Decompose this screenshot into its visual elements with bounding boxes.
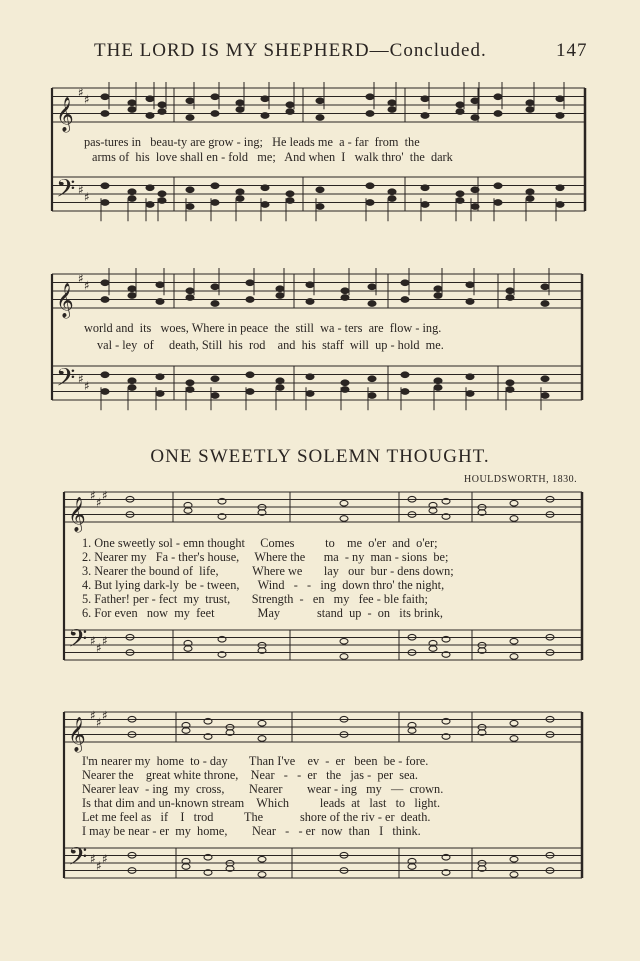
hymn1-system2-bass-note [101, 389, 109, 395]
hymn1-system2-treble-note [101, 280, 109, 286]
hymn1-system1-treble-note [261, 113, 269, 119]
hymn1-system2-bass-note [541, 393, 549, 399]
hymn1-system1-treble-note [556, 113, 564, 119]
hymn2-system2-treble-note [510, 736, 518, 742]
hymn2-system2-key-signature: ♯ [102, 708, 108, 723]
hymn1-system2-bass-note [368, 393, 376, 399]
hymn2-system1-treble-note [340, 500, 348, 506]
hymn1-system1-treble-note [388, 100, 396, 106]
hymn1-system1-treble-note [471, 115, 479, 121]
verse-line-5: Let me feel as if I trod The shore of the riv - er death. [82, 809, 431, 824]
hymn1-system2-treble-note [156, 299, 164, 305]
hymn1-system1-bass-note [158, 198, 166, 204]
hymn1-system1-bass-note [146, 202, 154, 208]
hymn1-system2-treble-clef: 𝄞 [56, 283, 74, 318]
hymn1-system1-key-signature: ♯ [84, 190, 90, 204]
hymn1-system2-treble-note [434, 286, 442, 292]
hymn1-system2-treble-note [368, 301, 376, 307]
hymn1-system2-treble-note [246, 297, 254, 303]
hymn1-system2-treble-note [306, 299, 314, 305]
verse-line-2: Nearer the great white throne, Near - - er the jas - per sea. [82, 767, 418, 782]
hymn1-system2-bass-note [276, 385, 284, 391]
hymn1-system1-bass-note [236, 196, 244, 202]
hymn1-system1-bass-note [471, 204, 479, 210]
hymn1-system1-bass-note [494, 200, 502, 206]
hymn1-system2-bass-note [186, 380, 194, 386]
hymn1-system1-bass-note [316, 187, 324, 193]
hymn1-system1-treble-note [526, 100, 534, 106]
hymn1-system1-treble-note [101, 94, 109, 100]
verse-line-3: 3. Nearer the bound of life, Where we lay our bur - dens down; [82, 563, 454, 578]
hymn1-system1-key-signature: ♯ [78, 183, 84, 197]
hymn1-system2-bass-note [128, 378, 136, 384]
hymn1-system1-treble-note [286, 109, 294, 115]
hymn1-system2-treble-note [341, 288, 349, 294]
verse-line-3: Nearer leav - ing my cross, Nearer wear - ing my — crown. [82, 781, 444, 796]
running-head-title: THE LORD IS MY SHEPHERD—Concluded. [94, 40, 487, 61]
hymn1-system2-treble-note [128, 293, 136, 299]
hymn1-system1-treble-note [421, 113, 429, 119]
hymn2-system2-treble-clef: 𝄞 [68, 717, 86, 752]
hymn2-system2-key-signature: ♯ [96, 859, 102, 873]
hymn2-system1-bass-note [510, 654, 518, 660]
hymn1-system1-treble-note [146, 113, 154, 119]
hymn1-system1-lyric-1: pas-tures in beau-ty are grow - ing; He leads me a - far from the [84, 135, 420, 149]
hymn1-system2-bass-clef: 𝄢 [56, 363, 76, 399]
hymn1-system2-bass-note [246, 372, 254, 378]
hymn2-system1-bass-note [340, 654, 348, 660]
hymn1-system2-bass-note [401, 372, 409, 378]
hymn1-system1-bass-note [211, 183, 219, 189]
hymn2-system2-bass-note [258, 856, 266, 862]
verse-line-6: I may be near - er my home, Near - - er now than I think. [82, 823, 421, 838]
hymn1-system2-treble-note [341, 295, 349, 301]
hymn1-system1-bass-note [186, 187, 194, 193]
hymn1-system1-lyric-2: arms of his love shall en - fold me; And when I walk thro' the dark [92, 150, 453, 164]
hymn1-system2-treble-note [541, 301, 549, 307]
hymn1-system2-bass-note [541, 376, 549, 382]
hymn2-system1-bass-note [340, 638, 348, 644]
hymn1-system2-treble-note [466, 299, 474, 305]
hymn1-system1-treble-note [316, 98, 324, 104]
hymn1-system2-bass-note [186, 387, 194, 393]
hymn1-system1-bass-note [286, 198, 294, 204]
hymn2-system1-bass-note [510, 638, 518, 644]
hymn1-system1-treble-note [421, 96, 429, 102]
hymn1-system2-bass-note [211, 393, 219, 399]
hymn1-system1-treble-note [456, 102, 464, 108]
hymn1-system2-bass-note [211, 376, 219, 382]
hymn1-system1-treble-note [388, 107, 396, 113]
hymn1-system2-treble-note [211, 301, 219, 307]
hymn2-system1-treble-note [340, 516, 348, 522]
verse-line-2: 2. Nearer my Fa - ther's house, Where the ma - ny man - sions be; [82, 549, 449, 564]
page-number: 147 [556, 40, 588, 61]
hymn1-system1-treble-note [316, 115, 324, 121]
hymn1-system1-bass-note [128, 196, 136, 202]
hymn1-system1-treble-note [211, 94, 219, 100]
hymn1-system2-bass-note [156, 391, 164, 397]
hymn1-system1-bass-note [556, 202, 564, 208]
hymn1-system1-key-signature: ♯ [84, 92, 90, 107]
hymn1-system2-treble-note [211, 284, 219, 290]
hymn1-system1-bass-note [494, 183, 502, 189]
hymn2-system2-key-signature: ♯ [90, 708, 96, 723]
hymn1-system1-bass-note [158, 191, 166, 197]
hymn1-system2-bass-note [246, 389, 254, 395]
hymn1-system1-bass-clef: 𝄢 [56, 174, 76, 210]
hymn1-system1-bass-note [456, 198, 464, 204]
hymn1-system2-bass-note [434, 385, 442, 391]
hymn1-system2-lyric-2: val - ley of death, Still his rod and his staff will up - hold me. [97, 338, 444, 352]
hymn2-system1-treble-clef: 𝄞 [68, 497, 86, 532]
hymn1-system1-treble-note [456, 109, 464, 115]
hymn2-title: ONE SWEETLY SOLEMN THOUGHT. [150, 446, 490, 467]
hymn1-system2-treble-note [506, 295, 514, 301]
hymn1-system2-treble-note [186, 288, 194, 294]
hymn1-system1-bass-note [101, 183, 109, 189]
hymn2-system1-verses [82, 537, 454, 620]
hymn2-system2-bass-note [510, 872, 518, 878]
hymn1-system2-treble-note [368, 284, 376, 290]
hymn1-system1-treble-note [186, 115, 194, 121]
hymn1-system1-treble-note [526, 107, 534, 113]
hymn1-system1-treble-clef: 𝄞 [56, 97, 74, 132]
hymn2-system2-key-signature: ♯ [96, 715, 102, 730]
hymn1-system1-key-signature: ♯ [78, 85, 84, 100]
hymn1-system1-treble-note [146, 96, 154, 102]
hymn1-system2-bass-note [306, 374, 314, 380]
hymn1-system2-bass-note [306, 391, 314, 397]
hymn2-system2-bass-note [510, 856, 518, 862]
hymn2-system2-key-signature: ♯ [90, 852, 96, 866]
hymn1-system1-bass-note [261, 202, 269, 208]
hymn1-system1-treble-note [471, 98, 479, 104]
hymn1-system2-key-signature: ♯ [84, 379, 90, 393]
hymn2-system1-key-signature: ♯ [96, 641, 102, 655]
hymn1-system1-bass-note [456, 191, 464, 197]
hymn1-system1-bass-note [186, 204, 194, 210]
hymn1-system2-bass-note [341, 380, 349, 386]
hymn2-composer: HOULDSWORTH, 1830. [464, 474, 578, 485]
hymn1-system1-bass-note [388, 196, 396, 202]
hymn1-system1-treble-note [261, 96, 269, 102]
hymn2-system1-key-signature: ♯ [102, 634, 108, 648]
hymn1-system1-bass-note [316, 204, 324, 210]
hymn2-system1-treble-note [510, 516, 518, 522]
hymn1-system2-treble-note [506, 288, 514, 294]
hymn2-system2-treble-note [510, 720, 518, 726]
hymn1-system1-treble-note [236, 100, 244, 106]
hymn2-system2-key-signature: ♯ [102, 852, 108, 866]
hymn1-system2-bass-note [368, 376, 376, 382]
hymn2-system1-key-signature: ♯ [96, 495, 102, 510]
hymn2-system1-treble-note [510, 500, 518, 506]
hymn1-system2-key-signature: ♯ [84, 278, 90, 293]
hymn1-system1-bass-note [421, 185, 429, 191]
hymn1-system2-treble-note [246, 280, 254, 286]
hymn1-system1-treble-note [494, 94, 502, 100]
hymn1-system2-treble-note [541, 284, 549, 290]
hymn1-system2-treble-note [276, 293, 284, 299]
hymn1-system2-bass-note [434, 378, 442, 384]
hymn2-system2-bass-clef: 𝄢 [68, 842, 88, 878]
verse-line-1: I'm nearer my home to - day Than I've ev - er been be - fore. [82, 754, 429, 768]
hymn1-system1-bass-note [128, 189, 136, 195]
hymn1-system1-treble-note [186, 98, 194, 104]
hymn1-system2-treble-note [466, 282, 474, 288]
hymn1-system1-treble-note [556, 96, 564, 102]
hymn1-system1-bass-note [526, 189, 534, 195]
hymn2-system1-bass-clef: 𝄢 [68, 624, 88, 660]
hymn1-system1-bass-note [366, 200, 374, 206]
hymn1-system1-bass-note [526, 196, 534, 202]
hymn1-system1-treble-note [494, 111, 502, 117]
hymn1-system1-bass-note [366, 183, 374, 189]
hymn1-system2-treble-note [186, 295, 194, 301]
hymn2-system2-treble-note [258, 736, 266, 742]
hymn1-system2-bass-note [506, 380, 514, 386]
verse-line-1: 1. One sweetly sol - emn thought Comes to me o'er and o'er; [82, 536, 438, 550]
hymn1-system2-bass-note [101, 372, 109, 378]
verse-line-6: 6. For even now my feet May stand up - on its brink, [82, 605, 444, 620]
hymn2-system2-treble-note [258, 720, 266, 726]
hymn1-system1-bass-note [146, 185, 154, 191]
verse-line-5: 5. Father! per - fect my trust, Strength - en my fee - ble faith; [82, 591, 428, 606]
hymn2-system1-key-signature: ♯ [102, 488, 108, 503]
hymn1-system2-bass-note [466, 391, 474, 397]
hymn1-system2-treble-note [101, 297, 109, 303]
hymn1-system2-bass-note [156, 374, 164, 380]
hymn1-system2-key-signature: ♯ [78, 372, 84, 386]
hymn2-system2-verses [82, 755, 443, 838]
hymn2-system1-key-signature: ♯ [90, 634, 96, 648]
hymn1-system2-treble-note [306, 282, 314, 288]
hymn1-system2-lyric-1: world and its woes, Where in peace the still wa - ters are flow - ing. [84, 321, 442, 335]
hymn1-system1-bass-note [101, 200, 109, 206]
hymn1-system1-bass-note [211, 200, 219, 206]
hymn1-system1-treble-note [286, 102, 294, 108]
hymn1-system1-bass-note [421, 202, 429, 208]
hymn1-system1-treble-note [366, 111, 374, 117]
hymn1-system2-bass-note [506, 387, 514, 393]
hymn1-system1-bass-note [471, 187, 479, 193]
hymn1-system1-treble-note [158, 109, 166, 115]
hymn1-system1-treble-note [236, 107, 244, 113]
hymn1-system1-bass-note [261, 185, 269, 191]
hymn1-system1-treble-note [101, 111, 109, 117]
hymn1-system2-treble-note [156, 282, 164, 288]
hymn1-system1-bass-note [388, 189, 396, 195]
hymn2-system1-key-signature: ♯ [90, 488, 96, 503]
hymn1-system2-bass-note [466, 374, 474, 380]
hymn1-system1-treble-note [366, 94, 374, 100]
verse-line-4: Is that dim and un-known stream Which leads at last to light. [82, 795, 441, 810]
hymn1-system2-treble-note [276, 286, 284, 292]
hymn2-system2-bass-note [258, 872, 266, 878]
hymn1-system1-bass-note [286, 191, 294, 197]
hymn1-system1-bass-note [236, 189, 244, 195]
hymn1-system2-treble-note [434, 293, 442, 299]
hymn1-system1-treble-note [128, 100, 136, 106]
hymn1-system1-bass-note [556, 185, 564, 191]
hymn1-system1-treble-note [128, 107, 136, 113]
hymn1-system1-treble-note [158, 102, 166, 108]
hymn1-system2-bass-note [341, 387, 349, 393]
hymn1-system2-key-signature: ♯ [78, 271, 84, 286]
hymn1-system1-treble-note [211, 111, 219, 117]
hymn1-system2-bass-note [276, 378, 284, 384]
hymn1-system2-treble-note [128, 286, 136, 292]
hymn1-system2-bass-note [401, 389, 409, 395]
hymn1-system2-treble-note [401, 280, 409, 286]
hymn1-system2-treble-note [401, 297, 409, 303]
hymn1-system2-bass-note [128, 385, 136, 391]
verse-line-4: 4. But lying dark-ly be - tween, Wind - - ing down thro' the night, [82, 577, 445, 592]
